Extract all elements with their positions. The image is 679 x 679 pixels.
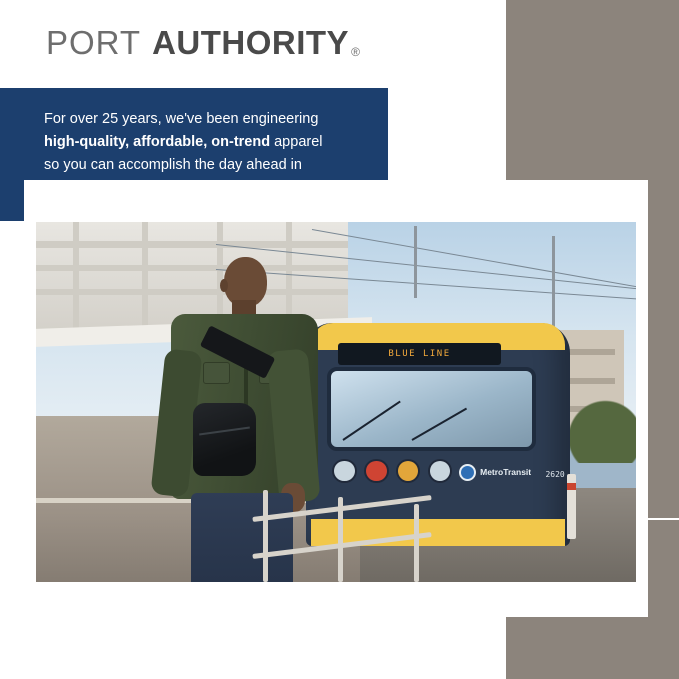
model-ear: [220, 279, 228, 292]
photo-scene: [36, 222, 636, 582]
platform-railing: [252, 467, 432, 582]
sling-bag: [193, 403, 256, 476]
catenary-pole: [414, 226, 417, 298]
transit-operator-name: MetroTransit: [480, 467, 532, 478]
train-car-number-right: 2620: [545, 470, 565, 480]
promo-line-2-tail: apparel: [270, 134, 323, 150]
platform-bollard: [567, 474, 576, 539]
jacket-chest-pocket-left: [203, 362, 230, 384]
brand-word-authority: AUTHORITY: [152, 24, 350, 61]
train-windshield: [327, 367, 536, 451]
promo-line-3: so you can accomplish the day ahead in: [44, 157, 302, 173]
registered-trademark-icon: ®: [351, 45, 361, 59]
promo-line-1: For over 25 years, we've been engineering: [44, 111, 319, 127]
promo-highlight: high-quality, affordable, on-trend: [44, 134, 271, 150]
train-destination-sign: BLUE LINE: [338, 343, 502, 365]
transit-operator-logo: [459, 457, 554, 488]
transit-logo-icon: [459, 464, 476, 481]
brand-logo: [46, 24, 360, 62]
hero-photo: [36, 222, 636, 582]
brand-word-port: PORT: [46, 24, 142, 61]
